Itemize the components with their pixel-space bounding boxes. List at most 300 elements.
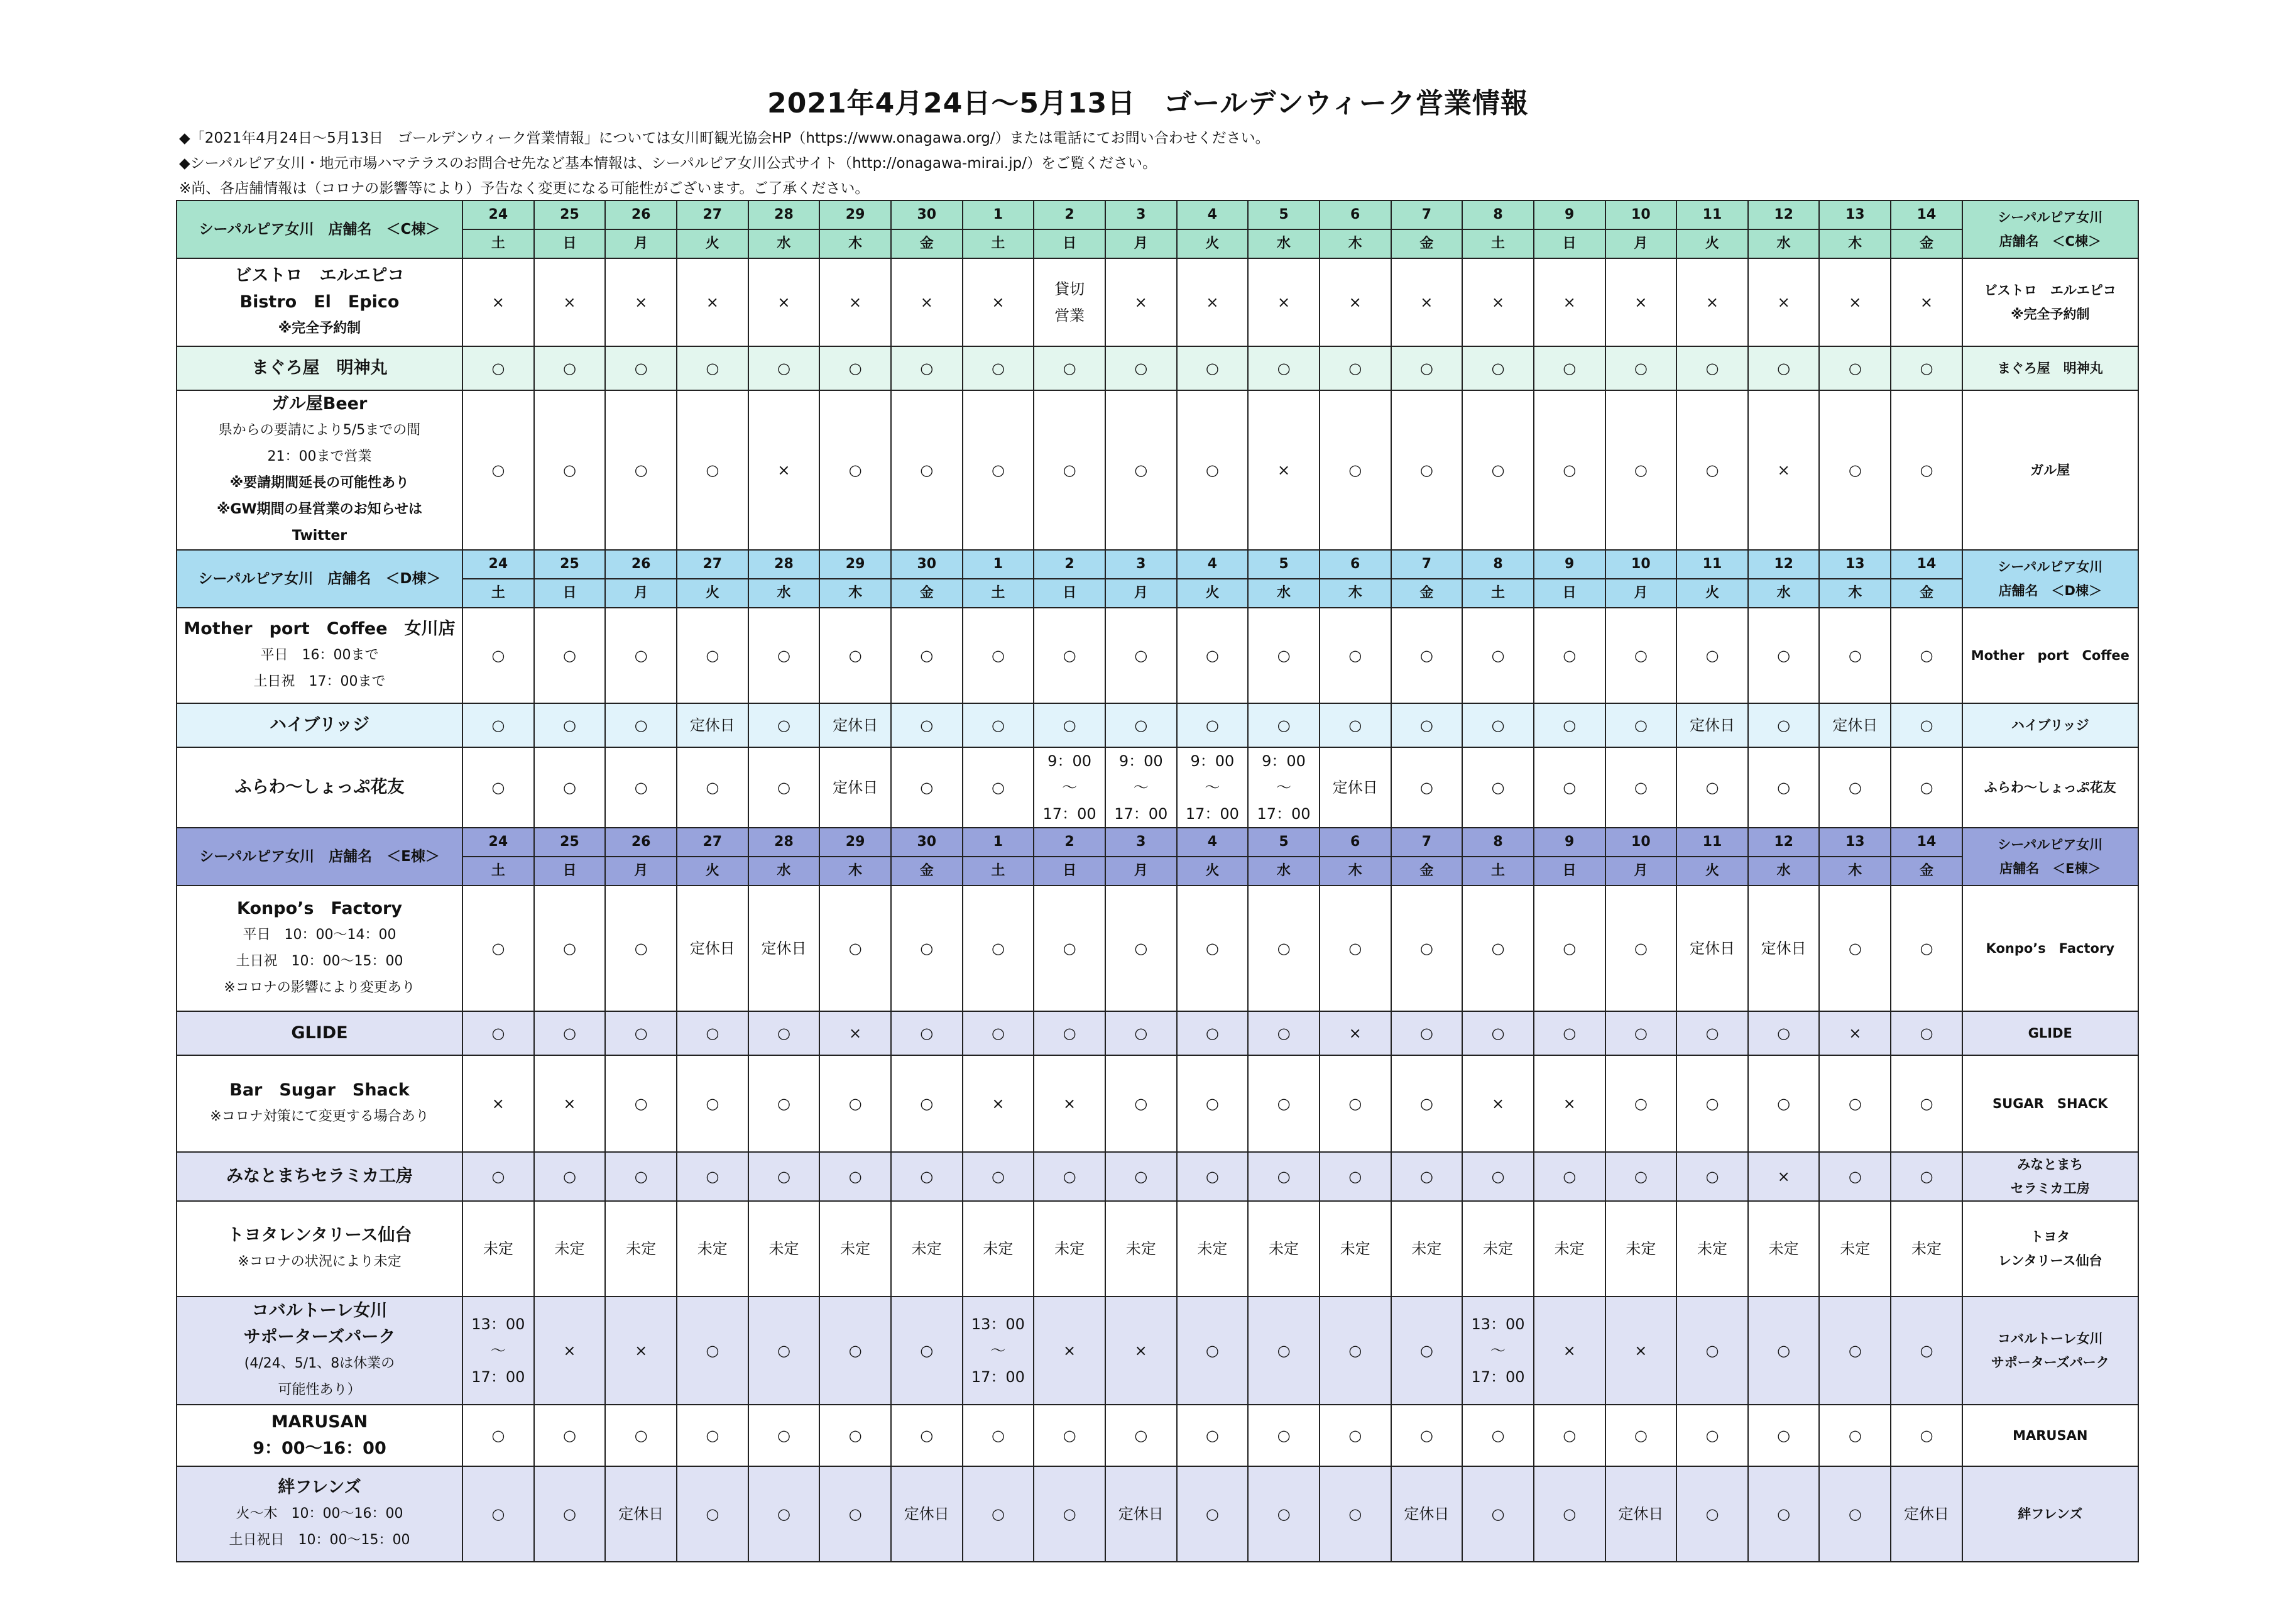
status-cell: ×	[534, 258, 606, 346]
status-cell: ○	[1391, 1152, 1463, 1201]
status-cell: ○	[1177, 1297, 1249, 1405]
weekday-cell: 金	[1891, 857, 1962, 886]
note-line: ◆「2021年4月24日～5月13日 ゴールデンウィーク営業情報」については女川町観光協会HP（https://www.onagawa.org/）または電話にてお問い合わせください。	[179, 130, 1270, 146]
date-cell: 2	[1034, 828, 1105, 857]
shop-name-right	[1962, 390, 2138, 550]
shop-row	[177, 1201, 2138, 1297]
shop-name-right-line: ふらわ～しょっぷ花友	[1984, 780, 2116, 795]
status-cell: ○	[1819, 886, 1891, 1011]
weekday-cell: 土	[1462, 229, 1534, 258]
status-cell: ○	[1605, 1152, 1677, 1201]
shop-row	[177, 886, 2138, 1011]
date-cell: 9	[1534, 550, 1605, 579]
note-line: ◆シーパルピア女川・地元市場ハマテラスのお問合せ先など基本情報は、シーパルピア女川公式サイト（http://onagawa-mirai.jp/）をご覧ください。	[179, 155, 1157, 172]
weekday-cell: 木	[1819, 857, 1891, 886]
status-cell: ○	[534, 608, 606, 703]
shop-name-right-line: コバルトーレ女川	[1997, 1331, 2103, 1346]
status-cell: ○	[1819, 1297, 1891, 1405]
date-cell: 25	[534, 200, 606, 229]
status-cell: ○	[1105, 608, 1177, 703]
shop-name-text: まぐろ屋 明神丸	[251, 358, 388, 378]
weekday-cell: 日	[1534, 229, 1605, 258]
weekday-cell: 月	[1105, 857, 1177, 886]
date-cell: 26	[605, 828, 677, 857]
status-cell: ○	[1819, 1466, 1891, 1562]
status-cell: ○	[1320, 703, 1391, 747]
date-cell: 7	[1391, 828, 1463, 857]
status-cell: ○	[534, 1466, 606, 1562]
status-cell: ×	[1534, 258, 1605, 346]
shop-name-text: 絆フレンズ	[278, 1478, 361, 1497]
status-cell: ○	[1534, 346, 1605, 390]
status-cell: ×	[1891, 258, 1962, 346]
status-cell: ○	[1819, 1055, 1891, 1152]
date-cell: 9	[1534, 828, 1605, 857]
status-cell: ○	[1391, 346, 1463, 390]
status-cell: 未定	[1248, 1201, 1320, 1297]
status-cell: ○	[462, 1466, 534, 1562]
status-cell: 未定	[891, 1201, 963, 1297]
date-cell: 11	[1676, 550, 1748, 579]
status-cell: ○	[1748, 1055, 1820, 1152]
shop-name-right	[1962, 703, 2138, 747]
weekday-cell: 火	[1676, 579, 1748, 608]
status-cell: ○	[819, 608, 891, 703]
building-header-row	[177, 550, 2138, 579]
status-cell: ○	[748, 608, 820, 703]
date-cell: 10	[1605, 200, 1677, 229]
date-cell: 30	[891, 200, 963, 229]
status-cell: ○	[1534, 747, 1605, 828]
status-cell: ○	[1605, 1405, 1677, 1466]
status-cell: ○	[1248, 1152, 1320, 1201]
shop-row	[177, 1011, 2138, 1055]
status-cell: ○	[1248, 1297, 1320, 1405]
status-cell: 未定	[1105, 1201, 1177, 1297]
status-cell: ×	[1748, 1152, 1820, 1201]
status-cell: ○	[1891, 1055, 1962, 1152]
weekday-cell: 木	[1320, 579, 1391, 608]
date-cell: 4	[1177, 828, 1249, 857]
status-cell: ○	[1819, 1405, 1891, 1466]
shop-name	[177, 608, 462, 703]
shop-name	[177, 747, 462, 828]
status-cell: 未定	[1534, 1201, 1605, 1297]
weekday-cell: 水	[1248, 229, 1320, 258]
status-cell: 定休日	[1605, 1466, 1677, 1562]
weekday-cell: 木	[819, 857, 891, 886]
shop-name-sub: ※GW期間の昼営業のお知らせは	[216, 502, 423, 517]
shop-name-text: ビストロ エルエピコ	[234, 266, 405, 285]
status-cell: ○	[891, 1152, 963, 1201]
status-cell: ○	[605, 1405, 677, 1466]
status-cell: ○	[1320, 1152, 1391, 1201]
status-cell: 9：00 ～ 17：00	[1105, 747, 1177, 828]
status-cell: ○	[1248, 1055, 1320, 1152]
date-cell: 24	[462, 550, 534, 579]
date-cell: 5	[1248, 828, 1320, 857]
status-cell: ○	[1748, 747, 1820, 828]
status-cell: ○	[1105, 1405, 1177, 1466]
weekday-cell: 月	[1605, 857, 1677, 886]
status-cell: ○	[1320, 1297, 1391, 1405]
building-header-row	[177, 828, 2138, 857]
date-cell: 24	[462, 828, 534, 857]
status-cell: ○	[1177, 1405, 1249, 1466]
status-cell: ○	[963, 1466, 1034, 1562]
shop-name-right-line: 絆フレンズ	[2018, 1506, 2083, 1522]
status-cell: ○	[1248, 886, 1320, 1011]
status-cell: ○	[462, 390, 534, 550]
date-cell: 3	[1105, 200, 1177, 229]
status-cell: 定休日	[1676, 886, 1748, 1011]
weekday-cell: 水	[1748, 229, 1820, 258]
shop-name-sub: Twitter	[292, 528, 347, 544]
status-cell: ○	[891, 886, 963, 1011]
status-cell: ○	[1676, 747, 1748, 828]
status-cell: ○	[891, 1405, 963, 1466]
status-cell: ○	[605, 747, 677, 828]
status-cell: ○	[891, 703, 963, 747]
weekday-cell: 金	[1391, 857, 1463, 886]
status-cell: ○	[462, 608, 534, 703]
weekday-cell: 金	[891, 857, 963, 886]
status-cell: ×	[1819, 1011, 1891, 1055]
status-cell: 未定	[1177, 1201, 1249, 1297]
status-cell: ○	[1462, 747, 1534, 828]
weekday-cell: 月	[605, 857, 677, 886]
status-cell: ○	[1605, 747, 1677, 828]
weekday-cell: 月	[605, 579, 677, 608]
status-cell: ○	[534, 1011, 606, 1055]
date-cell: 28	[748, 828, 820, 857]
weekday-cell: 水	[1248, 579, 1320, 608]
weekday-cell: 日	[1534, 857, 1605, 886]
shop-row	[177, 390, 2138, 550]
status-cell: ○	[1248, 608, 1320, 703]
weekday-cell: 火	[677, 229, 748, 258]
status-cell: ○	[1534, 390, 1605, 550]
shop-name-right-line: MARUSAN	[2013, 1428, 2088, 1443]
status-cell: 未定	[1748, 1201, 1820, 1297]
status-cell: ○	[1676, 390, 1748, 550]
status-cell: ○	[963, 886, 1034, 1011]
status-cell: 13：00 ～ 17：00	[963, 1297, 1034, 1405]
status-cell: ○	[1177, 1152, 1249, 1201]
shop-name-text: ガル屋Beer	[271, 394, 368, 414]
shop-name-sub: 県からの要請により5/5までの間	[218, 422, 421, 438]
date-cell: 25	[534, 828, 606, 857]
weekday-cell: 土	[1462, 857, 1534, 886]
status-cell: ×	[1748, 258, 1820, 346]
shop-row	[177, 1405, 2138, 1466]
status-cell: ○	[677, 1152, 748, 1201]
shop-name-right-line: ※完全予約制	[2011, 307, 2090, 322]
status-cell: 13：00 ～ 17：00	[1462, 1297, 1534, 1405]
shop-name-sub: 土日祝 10：00～15：00	[236, 953, 403, 969]
status-cell: ○	[605, 886, 677, 1011]
status-cell: ○	[1891, 1297, 1962, 1405]
status-cell: ×	[1462, 1055, 1534, 1152]
status-cell: ○	[1676, 346, 1748, 390]
shop-name-sub: 土日祝 17：00まで	[253, 674, 386, 689]
status-cell: ×	[1534, 1297, 1605, 1405]
building-label: シーパルピア女川 店舗名 ＜C棟＞	[177, 200, 462, 258]
date-cell: 9	[1534, 200, 1605, 229]
date-cell: 28	[748, 200, 820, 229]
status-cell: 定休日	[819, 703, 891, 747]
weekday-cell: 金	[1391, 579, 1463, 608]
weekday-cell: 金	[891, 579, 963, 608]
status-cell: ○	[1034, 1011, 1105, 1055]
weekday-cell: 火	[1177, 229, 1249, 258]
status-cell: 未定	[677, 1201, 748, 1297]
status-cell: ○	[534, 1405, 606, 1466]
date-cell: 8	[1462, 200, 1534, 229]
shop-name	[177, 1011, 462, 1055]
date-cell: 28	[748, 550, 820, 579]
weekday-cell: 火	[677, 857, 748, 886]
status-cell: ×	[605, 1297, 677, 1405]
status-cell: ×	[1748, 390, 1820, 550]
status-cell: ○	[1462, 608, 1534, 703]
status-cell: ×	[1105, 1297, 1177, 1405]
status-cell: 9：00 ～ 17：00	[1034, 747, 1105, 828]
status-cell: ○	[1320, 1466, 1391, 1562]
weekday-cell: 日	[1534, 579, 1605, 608]
status-cell: ○	[1105, 1152, 1177, 1201]
shop-name-right-line: トヨタ	[2030, 1229, 2070, 1244]
status-cell: 定休日	[1676, 703, 1748, 747]
status-cell: ○	[462, 1152, 534, 1201]
status-cell: ×	[1248, 258, 1320, 346]
status-cell: ×	[963, 258, 1034, 346]
status-cell: ○	[891, 346, 963, 390]
date-cell: 13	[1819, 828, 1891, 857]
weekday-cell: 火	[1177, 579, 1249, 608]
shop-name-sub: 土日祝日 10：00～15：00	[229, 1532, 410, 1548]
status-cell: ○	[1177, 1011, 1249, 1055]
shop-name-right-line: ビストロ エルエピコ	[1984, 283, 2116, 298]
status-cell: ○	[534, 1152, 606, 1201]
status-cell: ○	[462, 886, 534, 1011]
weekday-cell: 月	[1605, 579, 1677, 608]
building-header-row	[177, 200, 2138, 229]
status-cell: ×	[819, 1011, 891, 1055]
status-cell: ○	[819, 346, 891, 390]
weekday-cell: 日	[1034, 579, 1105, 608]
date-cell: 14	[1891, 200, 1962, 229]
shop-name-right	[1962, 1201, 2138, 1297]
status-cell: ○	[1248, 1011, 1320, 1055]
shop-row	[177, 258, 2138, 346]
status-cell: ○	[1177, 390, 1249, 550]
status-cell: ○	[677, 346, 748, 390]
shop-name-text: Mother port Coffee 女川店	[183, 619, 456, 639]
date-cell: 4	[1177, 200, 1249, 229]
status-cell: 定休日	[605, 1466, 677, 1562]
status-cell: ○	[605, 346, 677, 390]
shop-name-text: Konpo’s Factory	[237, 899, 402, 918]
status-cell: ○	[1748, 1011, 1820, 1055]
weekday-cell: 日	[1034, 857, 1105, 886]
status-cell: ○	[1391, 390, 1463, 550]
status-cell: ○	[748, 1152, 820, 1201]
date-cell: 24	[462, 200, 534, 229]
status-cell: ○	[1177, 1055, 1249, 1152]
shop-name-sub: ※要請期間延長の可能性あり	[229, 475, 410, 491]
status-cell: ○	[1034, 703, 1105, 747]
status-cell: ×	[748, 258, 820, 346]
status-cell: ○	[1819, 1152, 1891, 1201]
shop-name	[177, 258, 462, 346]
building-label-right: シーパルピア女川 店舗名 ＜D棟＞	[1962, 550, 2138, 608]
status-cell: ○	[963, 346, 1034, 390]
weekday-cell: 土	[1462, 579, 1534, 608]
status-cell: 定休日	[748, 886, 820, 1011]
shop-name-sub: ※完全予約制	[278, 321, 361, 336]
shop-name-text: トヨタレンタリース仙台	[227, 1226, 412, 1245]
weekday-cell: 火	[1676, 857, 1748, 886]
shop-name-right	[1962, 608, 2138, 703]
status-cell: 未定	[963, 1201, 1034, 1297]
status-cell: ○	[891, 1055, 963, 1152]
status-cell: 定休日	[819, 747, 891, 828]
status-cell: ○	[605, 1055, 677, 1152]
status-cell: ○	[1891, 608, 1962, 703]
weekday-row	[177, 579, 2138, 608]
status-cell: ×	[819, 258, 891, 346]
date-cell: 3	[1105, 828, 1177, 857]
shop-name-sub: サポーターズパーク	[243, 1327, 396, 1347]
status-cell: ○	[1462, 1405, 1534, 1466]
status-cell: ○	[1676, 608, 1748, 703]
status-cell: ○	[1534, 886, 1605, 1011]
status-cell: ○	[1748, 1466, 1820, 1562]
status-cell: ○	[748, 1011, 820, 1055]
weekday-cell: 木	[1320, 229, 1391, 258]
status-cell: ○	[1676, 1055, 1748, 1152]
date-cell: 4	[1177, 550, 1249, 579]
status-cell: ○	[1891, 703, 1962, 747]
status-cell: ○	[1605, 703, 1677, 747]
status-cell: ○	[462, 1011, 534, 1055]
status-cell: ○	[1891, 1011, 1962, 1055]
status-cell: ○	[1748, 703, 1820, 747]
date-cell: 7	[1391, 200, 1463, 229]
status-cell: ○	[677, 1466, 748, 1562]
weekday-cell: 火	[1676, 229, 1748, 258]
status-cell: ○	[819, 1466, 891, 1562]
status-cell: ×	[1320, 1011, 1391, 1055]
status-cell: ×	[1605, 258, 1677, 346]
status-cell: ○	[534, 886, 606, 1011]
shop-name-right-line: みなとまち	[2017, 1157, 2084, 1172]
shop-name-right	[1962, 1152, 2138, 1201]
date-cell: 25	[534, 550, 606, 579]
status-cell: 定休日	[1748, 886, 1820, 1011]
status-cell: 未定	[605, 1201, 677, 1297]
status-cell: ○	[963, 1011, 1034, 1055]
date-cell: 5	[1248, 550, 1320, 579]
weekday-cell: 火	[677, 579, 748, 608]
status-cell: ○	[1534, 1466, 1605, 1562]
status-cell: ×	[1534, 1055, 1605, 1152]
weekday-cell: 木	[1819, 229, 1891, 258]
shop-name-right-line: GLIDE	[2028, 1026, 2072, 1041]
weekday-cell: 日	[1034, 229, 1105, 258]
status-cell: ○	[534, 390, 606, 550]
weekday-cell: 土	[462, 857, 534, 886]
status-cell: ○	[1391, 886, 1463, 1011]
shop-name-right-line: ガル屋	[2030, 463, 2070, 478]
shop-name-right-line: SUGAR SHACK	[1993, 1096, 2108, 1111]
status-cell: ○	[1105, 703, 1177, 747]
weekday-cell: 水	[1248, 857, 1320, 886]
status-cell: ○	[963, 747, 1034, 828]
status-cell: 定休日	[1819, 703, 1891, 747]
status-cell: ○	[677, 390, 748, 550]
shop-row	[177, 608, 2138, 703]
date-cell: 2	[1034, 550, 1105, 579]
date-cell: 8	[1462, 828, 1534, 857]
date-cell: 10	[1605, 550, 1677, 579]
building-label-right: シーパルピア女川 店舗名 ＜C棟＞	[1962, 200, 2138, 258]
date-cell: 14	[1891, 828, 1962, 857]
status-cell: ○	[1105, 1055, 1177, 1152]
shop-row	[177, 1055, 2138, 1152]
building-label: シーパルピア女川 店舗名 ＜D棟＞	[177, 550, 462, 608]
status-cell: ○	[1819, 608, 1891, 703]
date-cell: 14	[1891, 550, 1962, 579]
status-cell: ○	[1320, 886, 1391, 1011]
shop-name-right	[1962, 1405, 2138, 1466]
status-cell: ○	[1462, 1466, 1534, 1562]
status-cell: ○	[1605, 346, 1677, 390]
status-cell: ○	[605, 390, 677, 550]
weekday-cell: 水	[748, 229, 820, 258]
shop-name-right-line: レンタリース仙台	[1998, 1253, 2102, 1268]
shop-name-sub: (4/24、5/1、8は休業の	[244, 1356, 395, 1371]
status-cell: ○	[748, 1055, 820, 1152]
status-cell: ○	[1605, 608, 1677, 703]
status-cell: ○	[1248, 1466, 1320, 1562]
weekday-cell: 日	[534, 229, 606, 258]
weekday-cell: 土	[963, 229, 1034, 258]
status-cell: ○	[605, 1011, 677, 1055]
status-cell: 定休日	[1891, 1466, 1962, 1562]
status-cell: 未定	[1676, 1201, 1748, 1297]
building-label-right: シーパルピア女川 店舗名 ＜E棟＞	[1962, 828, 2138, 886]
status-cell: ○	[1462, 346, 1534, 390]
weekday-cell: 土	[462, 579, 534, 608]
status-cell: ○	[748, 703, 820, 747]
status-cell: ○	[1391, 703, 1463, 747]
shop-name-right-line: ハイブリッジ	[2011, 718, 2089, 733]
date-cell: 1	[963, 550, 1034, 579]
status-cell: 未定	[819, 1201, 891, 1297]
date-cell: 12	[1748, 200, 1820, 229]
status-cell: ○	[677, 1297, 748, 1405]
status-cell: 定休日	[1320, 747, 1391, 828]
date-cell: 30	[891, 828, 963, 857]
status-cell: ○	[963, 608, 1034, 703]
shop-name-right	[1962, 747, 2138, 828]
status-cell: ○	[1391, 1405, 1463, 1466]
status-cell: ○	[1605, 390, 1677, 550]
shop-name-sub: 可能性あり）	[278, 1382, 361, 1398]
weekday-cell: 水	[1748, 857, 1820, 886]
